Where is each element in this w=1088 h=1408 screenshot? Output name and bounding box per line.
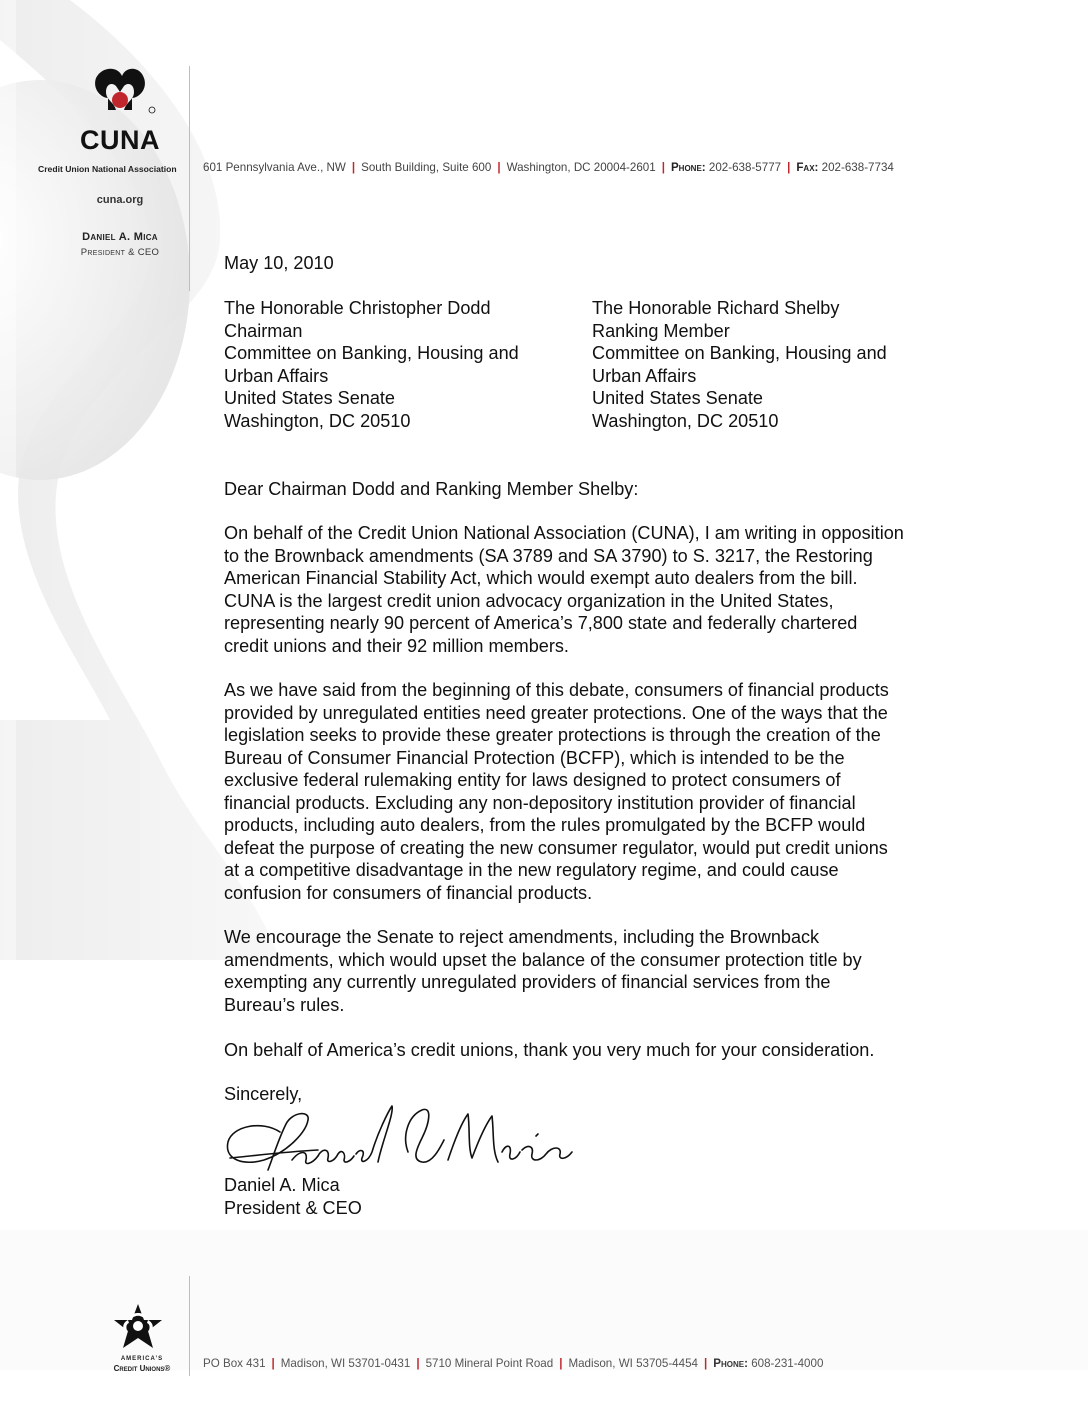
- addressee-line: Committee on Banking, Housing and: [224, 343, 519, 363]
- paragraph-line: to the Brownback amendments (SA 3789 and SA 3790) to S. 3217, the Restoring: [224, 545, 873, 566]
- footer-logo-line: Credit Unions®: [113, 1364, 171, 1373]
- footer-address-bar: [203, 1357, 1033, 1370]
- addressee-block-right: [592, 297, 887, 432]
- paragraph-1: [224, 522, 984, 657]
- signer-block: [224, 1174, 362, 1219]
- separator: |: [661, 161, 665, 174]
- paragraph-line: exclusive federal rulemaking entity for laws designed to protect consumers of: [224, 770, 841, 790]
- footer-po-box: PO Box 431: [203, 1357, 266, 1370]
- signer-title: President & CEO: [224, 1197, 362, 1218]
- letter-date: May 10, 2010: [224, 253, 334, 273]
- handwritten-signature: [222, 1102, 622, 1182]
- org-full-name: Credit Union National Association: [38, 164, 177, 174]
- americas-credit-unions-logo-icon: [108, 1300, 168, 1354]
- paragraph-3: [224, 926, 984, 1016]
- addressee-line: Chairman: [224, 320, 303, 341]
- address-city: Washington, DC 20004-2601: [506, 161, 656, 174]
- paragraph-line: As we have said from the beginning of this debate, consumers of financial products: [224, 680, 889, 700]
- footer-divider: [189, 1276, 190, 1376]
- addressee-line: Urban Affairs: [592, 365, 697, 386]
- footer-phone-number: 608-231-4000: [751, 1357, 824, 1370]
- signer-name: Daniel A. Mica: [224, 1175, 340, 1195]
- separator: |: [497, 161, 501, 174]
- paragraph-4: [224, 1039, 984, 1062]
- addressee-line: Washington, DC 20510: [592, 410, 779, 431]
- address-street: 601 Pennsylvania Ave., NW: [203, 161, 346, 174]
- addressee-line: United States Senate: [592, 388, 763, 408]
- footer-city-2: Madison, WI 53705-4454: [568, 1357, 698, 1370]
- footer-city-1: Madison, WI 53701-0431: [280, 1357, 411, 1370]
- paragraph-line: exempting any currently unregulated providers of financial services from the: [224, 972, 831, 992]
- address-building: South Building, Suite 600: [361, 161, 492, 174]
- paragraph-line: American Financial Stability Act, which would exempt auto dealers from the bill.: [224, 568, 858, 588]
- paragraph-line: at a competitive disadvantage in the new regulatory regime, and could cause: [224, 860, 839, 880]
- salutation: Dear Chairman Dodd and Ranking Member Shelby:: [224, 479, 639, 499]
- fax-label: Fax:: [796, 161, 819, 174]
- paragraph-line: provided by unregulated entities need greater protections. One of the ways that the: [224, 702, 888, 723]
- separator: |: [787, 161, 791, 174]
- addressee-line: Ranking Member: [592, 320, 730, 341]
- addressee-block-left: [224, 297, 519, 432]
- paragraph-2: [224, 679, 984, 904]
- paragraph-line: CUNA is the largest credit union advocacy organization in the United States,: [224, 590, 834, 611]
- closing: Sincerely,: [224, 1084, 303, 1104]
- separator: |: [351, 161, 356, 174]
- addressee-line: The Honorable Richard Shelby: [592, 298, 840, 318]
- paragraph-line: We encourage the Senate to reject amendments, including the Brownback: [224, 927, 820, 947]
- paragraph-line: On behalf of the Credit Union National Association (CUNA), I am writing in opposition: [224, 523, 904, 543]
- fax-number: 202-638-7734: [821, 161, 894, 174]
- footer-phone-label: Phone:: [713, 1357, 748, 1370]
- executive-title: President & CEO: [80, 247, 160, 258]
- paragraph-line: On behalf of America’s credit unions, thank you very much for your consideration.: [224, 1040, 875, 1060]
- addressee-line: Washington, DC 20510: [224, 410, 411, 431]
- addressee-line: The Honorable Christopher Dodd: [224, 298, 491, 318]
- paragraph-line: amendments, which would upset the balance of the consumer protection title by: [224, 949, 862, 970]
- paragraph-line: credit unions and their 92 million members.: [224, 635, 569, 656]
- separator: |: [559, 1357, 563, 1370]
- executive-name: Daniel A. Mica: [82, 231, 158, 243]
- addressee-line: United States Senate: [224, 388, 395, 408]
- letterhead-address-bar: [203, 161, 1033, 174]
- paragraph-line: legislation seeks to provide these greater protections is through the creation of the: [224, 725, 881, 745]
- footer-logo-line: AMERICA’S: [120, 1356, 164, 1362]
- paragraph-line: representing nearly 90 percent of America’s 7,800 state and federally chartered: [224, 613, 858, 633]
- paragraph-line: Bureau’s rules.: [224, 994, 345, 1015]
- phone-number: 202-638-5777: [708, 161, 782, 174]
- separator: |: [271, 1357, 275, 1370]
- footer-street: 5710 Mineral Point Road: [425, 1357, 554, 1370]
- letterhead-divider: [189, 66, 190, 291]
- website-link[interactable]: cuna.org: [96, 194, 144, 206]
- footer-logo-text: [100, 1355, 184, 1373]
- org-name: CUNA: [80, 125, 160, 155]
- paragraph-line: confusion for consumers of financial products.: [224, 882, 593, 903]
- paragraph-line: products, including auto dealers, from the rules promulgated by the BCFP would: [224, 815, 866, 835]
- paragraph-line: defeat the purpose of creating the new consumer regulator, would put credit unions: [224, 837, 888, 858]
- paragraph-line: financial products. Excluding any non-depository institution provider of financial: [224, 792, 856, 813]
- separator: |: [416, 1357, 420, 1370]
- separator: |: [703, 1357, 708, 1370]
- paragraph-line: Bureau of Consumer Financial Protection (BCFP), which is intended to be the: [224, 747, 845, 768]
- addressee-line: Urban Affairs: [224, 365, 329, 386]
- addressee-line: Committee on Banking, Housing and: [592, 343, 887, 363]
- phone-label: Phone:: [670, 161, 706, 174]
